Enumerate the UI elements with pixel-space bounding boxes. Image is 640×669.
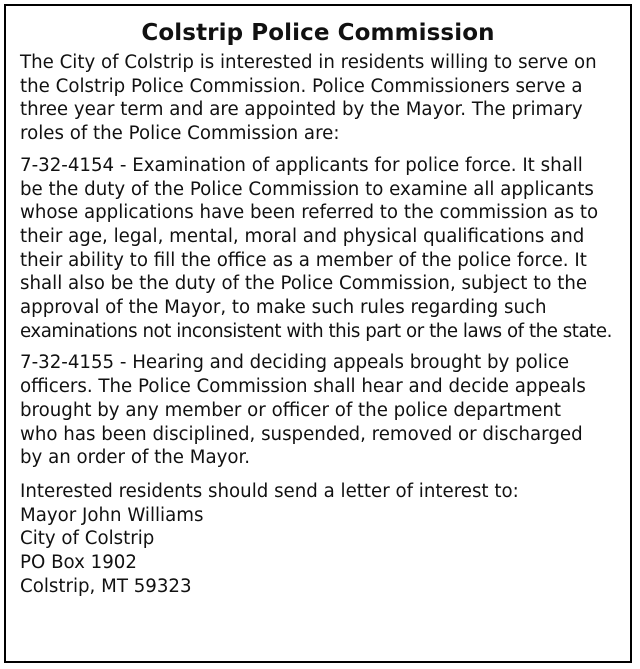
intro-paragraph bbox=[20, 51, 620, 146]
text-line: The City of Colstrip is interested in residents willing to serve on bbox=[20, 52, 597, 73]
text-line: be the duty of the Police Commission to examine all applicants bbox=[20, 178, 594, 200]
notice-title: Colstrip Police Commission bbox=[141, 20, 495, 46]
contact-intro: Interested residents should send a letter of interest to: bbox=[20, 480, 519, 502]
text-line: their ability to fill the office as a member of the police force. It bbox=[20, 249, 587, 271]
text-line: approval of the Mayor, to make such rules regarding such bbox=[20, 297, 547, 319]
text-line: 7-32-4155 - Hearing and deciding appeals brought by police bbox=[20, 352, 570, 374]
text-line: 7-32-4154 - Examination of applicants for police force. It shall bbox=[20, 154, 583, 176]
text-line: shall also be the duty of the Police Commission, subject to the bbox=[20, 273, 588, 295]
contact-po-box: PO Box 1902 bbox=[20, 552, 137, 574]
contact-block bbox=[20, 480, 620, 599]
text-line: by an order of the Mayor. bbox=[20, 447, 251, 469]
contact-city-state-zip: Colstrip, MT 59323 bbox=[20, 575, 192, 597]
text-line: who has been disciplined, suspended, removed or discharged bbox=[20, 423, 583, 445]
section-4155-paragraph bbox=[20, 351, 620, 470]
text-line: examinations not inconsistent with this part or the laws of the state. bbox=[20, 320, 612, 342]
section-4154-paragraph bbox=[20, 154, 620, 344]
text-line: officers. The Police Commission shall hear and decide appeals bbox=[20, 376, 586, 398]
text-line: roles of the Police Commission are: bbox=[20, 123, 340, 145]
notice-box bbox=[4, 4, 632, 663]
text-line: brought by any member or officer of the police department bbox=[20, 399, 562, 421]
text-line: the Colstrip Police Commission. Police Commissioners serve a bbox=[20, 75, 583, 97]
text-line: their age, legal, mental, moral and physical qualifications and bbox=[20, 225, 585, 247]
text-line: whose applications have been referred to the commission as to bbox=[20, 202, 599, 224]
notice-body bbox=[20, 51, 620, 606]
contact-organization: City of Colstrip bbox=[20, 528, 155, 550]
text-line: three year term and are appointed by the Mayor. The primary bbox=[20, 99, 583, 121]
contact-name: Mayor John Williams bbox=[20, 504, 204, 526]
